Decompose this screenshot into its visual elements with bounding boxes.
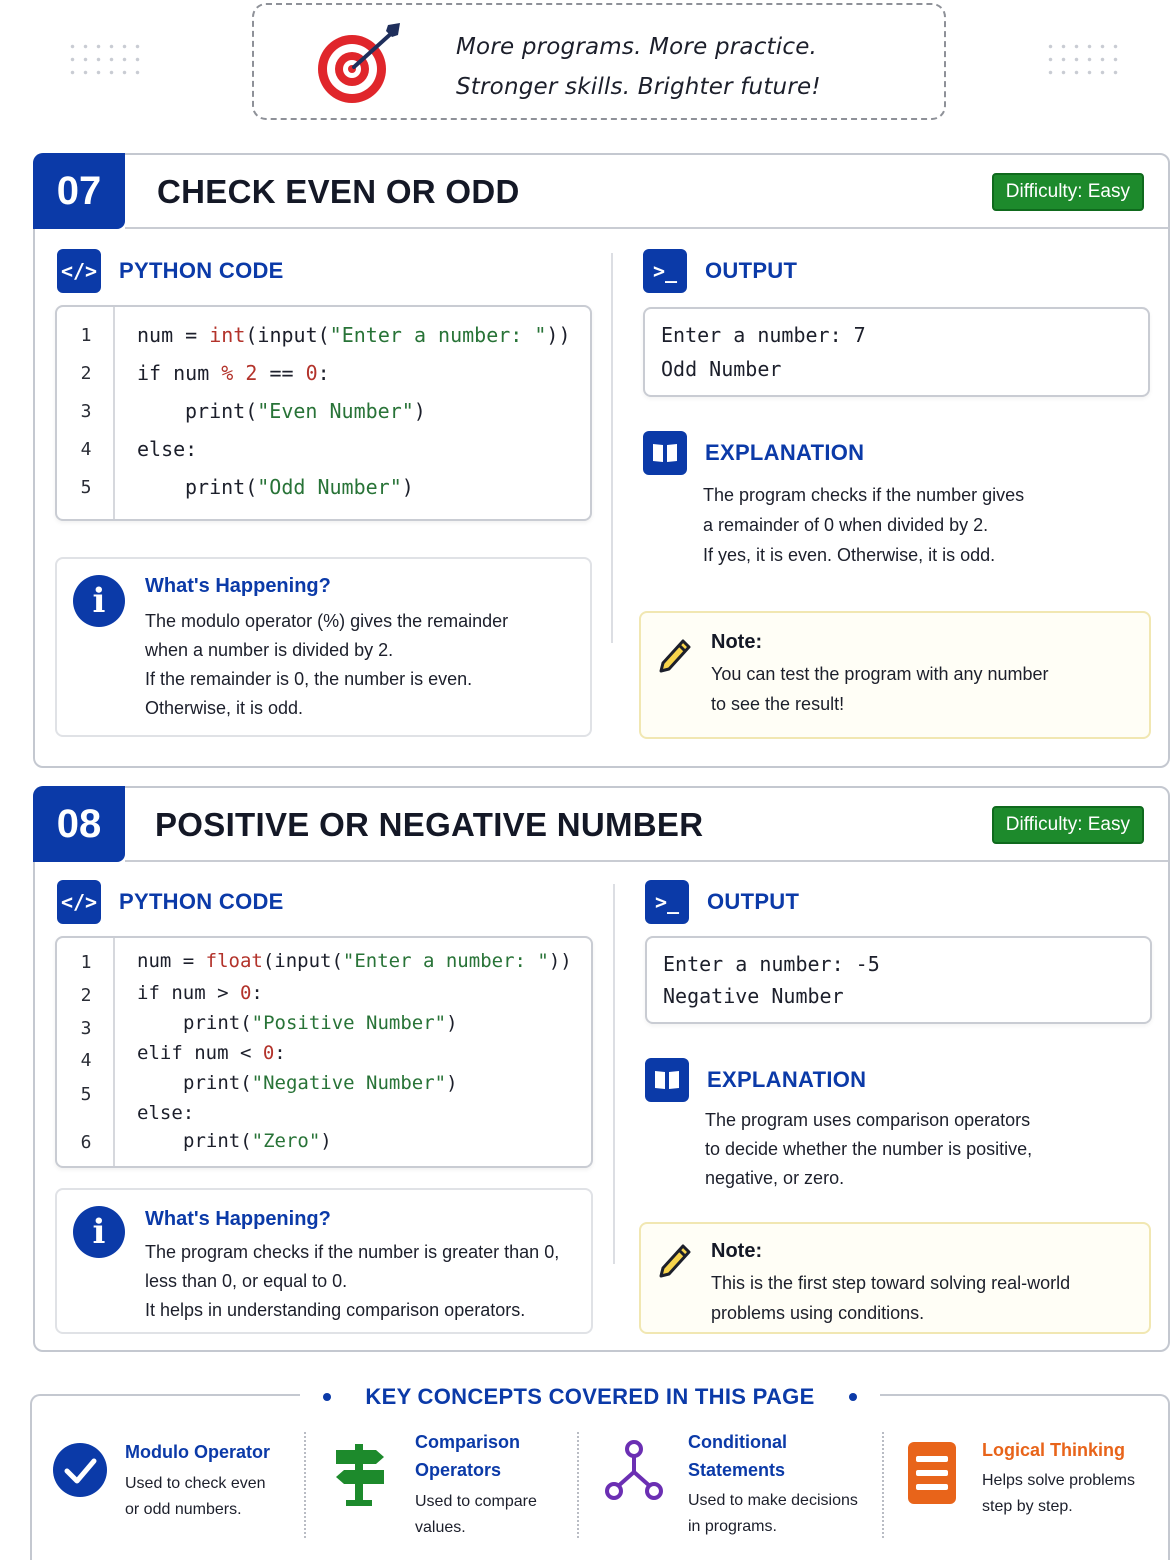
concept-divider [882, 1432, 884, 1538]
whats-happening-box [55, 1188, 593, 1334]
info-title: What's Happening? [145, 1208, 331, 1230]
line-number: 6 [80, 1132, 92, 1153]
section-card-07 [33, 153, 1170, 768]
output-block [643, 307, 1150, 397]
code-block [55, 936, 593, 1168]
difficulty-badge: Difficulty: Easy [992, 173, 1144, 211]
line-number: 5 [80, 477, 92, 498]
pencil-icon [655, 633, 695, 673]
bullet-dot [323, 1393, 331, 1401]
section-title: POSITIVE OR NEGATIVE NUMBER [155, 806, 704, 843]
concept-name: Modulo Operator [125, 1442, 270, 1462]
info-text: The program checks if the number is greater than 0, less than 0, or equal to 0. It helps in understanding comparison operators. [145, 1242, 560, 1320]
explanation-label: EXPLANATION [707, 1067, 867, 1092]
line-number: 3 [80, 1018, 92, 1039]
code-line: elif num < 0: [137, 1042, 286, 1064]
signpost-icon [330, 1442, 390, 1508]
title-divider [125, 227, 1168, 229]
output-line: Enter a number: -5 [663, 952, 880, 976]
output-header [645, 880, 799, 924]
output-line: Negative Number [663, 984, 844, 1008]
terminal-icon: >_ [643, 249, 687, 293]
output-line: Odd Number [661, 357, 782, 381]
difficulty-badge: Difficulty: Easy [992, 806, 1144, 844]
key-concepts-header [300, 1377, 880, 1417]
code-line: print("Zero") [183, 1130, 332, 1152]
section-number-badge: 07 [33, 153, 125, 229]
line-number: 1 [80, 325, 92, 346]
book-icon [643, 431, 687, 475]
title-divider [125, 860, 1168, 862]
concept-desc: Helps solve problems step by step. [982, 1472, 1135, 1515]
code-line: else: [137, 437, 198, 461]
book-icon [645, 1058, 689, 1102]
note-box [639, 611, 1151, 739]
note-box [639, 1222, 1151, 1334]
concept-name: Conditional Statements [688, 1432, 787, 1480]
concept-desc: Used to make decisions in programs. [688, 1492, 858, 1535]
python-code-header [57, 249, 284, 293]
concept-desc: Used to check even or odd numbers. [125, 1475, 266, 1518]
code-icon: </> [57, 880, 101, 924]
info-text: The modulo operator (%) gives the remainder when a number is divided by 2. If the remainder is 0, the number is even. Otherwise, it is odd. [145, 611, 509, 718]
concept-divider [304, 1432, 306, 1538]
line-number: 2 [80, 985, 92, 1006]
concept-name: Comparison Operators [415, 1432, 521, 1480]
whats-happening-box [55, 557, 592, 737]
section-title: CHECK EVEN OR ODD [157, 173, 520, 210]
output-line: Enter a number: 7 [661, 323, 866, 347]
section-number-badge: 08 [33, 786, 125, 862]
line-number: 4 [80, 439, 92, 460]
line-number: 5 [80, 1084, 92, 1105]
decorative-dots-left [66, 40, 144, 82]
python-code-label: PYTHON CODE [119, 889, 284, 914]
code-block [55, 305, 592, 521]
code-line: else: [137, 1102, 195, 1124]
python-code-header [57, 880, 284, 924]
column-divider [611, 253, 613, 643]
list-icon [906, 1440, 958, 1506]
code-line: print("Negative Number") [183, 1072, 458, 1094]
concept-desc: Used to compare values. [415, 1493, 537, 1536]
explanation-text: The program uses comparison operators to decide whether the number is positive, negative, or zero. [705, 1110, 1033, 1188]
python-code-label: PYTHON CODE [119, 258, 284, 283]
code-line: print("Odd Number") [185, 475, 414, 499]
code-line: print("Positive Number") [183, 1012, 458, 1034]
branch-icon [604, 1440, 664, 1502]
line-number: 1 [80, 952, 92, 973]
line-number: 4 [80, 1050, 92, 1071]
terminal-icon: >_ [645, 880, 689, 924]
explanation-header [645, 1058, 866, 1102]
target-icon [314, 21, 406, 107]
line-number: 2 [80, 363, 92, 384]
info-title: What's Happening? [145, 575, 331, 597]
motivation-banner [252, 3, 946, 120]
concept-name: Logical Thinking [982, 1440, 1125, 1460]
code-line: num = int(input("Enter a number: ")) [137, 323, 571, 347]
output-label: OUTPUT [705, 258, 798, 283]
section-card-08 [33, 786, 1170, 1352]
explanation-header [643, 431, 864, 475]
output-block [645, 936, 1152, 1024]
concept-divider [577, 1432, 579, 1538]
note-text: This is the first step toward solving real-world problems using conditions. [711, 1273, 1071, 1323]
check-circle-icon [52, 1442, 108, 1498]
code-line: print("Even Number") [185, 399, 426, 423]
pencil-icon [655, 1238, 695, 1278]
info-icon: i [73, 1206, 125, 1258]
note-text: You can test the program with any number to see the result! [711, 664, 1049, 714]
line-number: 3 [80, 401, 92, 422]
info-icon: i [73, 575, 125, 627]
banner-line-1: More programs. More practice. [456, 34, 818, 60]
banner-tagline [456, 27, 821, 107]
output-header [643, 249, 797, 293]
key-concepts-title: KEY CONCEPTS COVERED IN THIS PAGE [365, 1384, 815, 1409]
code-icon: </> [57, 249, 101, 293]
explanation-label: EXPLANATION [705, 440, 865, 465]
column-divider [613, 884, 615, 1264]
code-line: if num % 2 == 0: [137, 361, 330, 385]
code-line: num = float(input("Enter a number: ")) [137, 950, 572, 972]
decorative-dots-right [1044, 40, 1122, 82]
explanation-text: The program checks if the number gives a remainder of 0 when divided by 2. If yes, it is even. Otherwise, it is odd. [703, 485, 1025, 565]
banner-line-2: Stronger skills. Brighter future! [456, 74, 821, 100]
note-title: Note: [711, 631, 763, 653]
note-title: Note: [711, 1240, 763, 1262]
code-line: if num > 0: [137, 982, 263, 1004]
output-label: OUTPUT [707, 889, 800, 914]
bullet-dot [849, 1393, 857, 1401]
